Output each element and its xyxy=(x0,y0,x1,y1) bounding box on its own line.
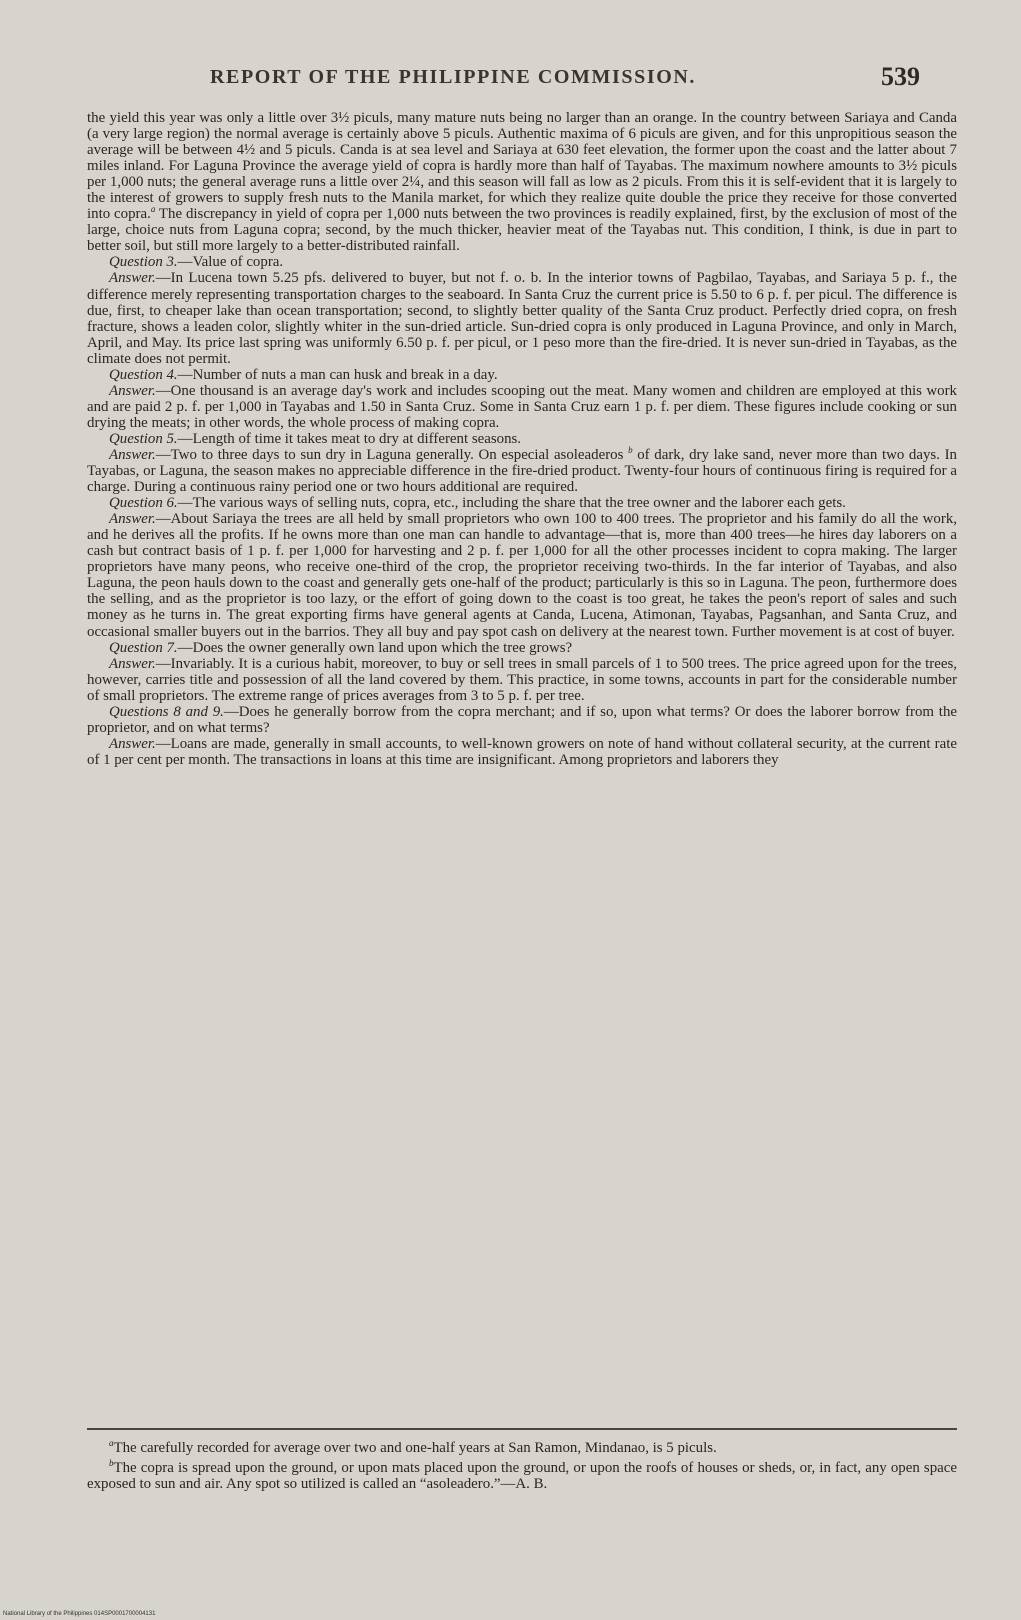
paragraph-label: Question 5. xyxy=(109,430,178,447)
answer-paragraph xyxy=(87,511,957,639)
paragraph-text: —Invariably. It is a curious habit, moreover, to buy or sell trees in small parcels of 1 to 500 trees. The price agreed upon for the trees, however, carries title and possession of all the land covered by them. This practice, in some towns, accounts in part for the considerable number of small proprietors. The extreme range of prices averages from 3 to 5 p. f. per tree. xyxy=(87,655,957,704)
paragraph-text: —Length of time it takes meat to dry at different seasons. xyxy=(177,430,522,447)
body-text xyxy=(87,110,957,768)
paragraph-label: Answer. xyxy=(109,735,156,752)
paragraph-label: Answer. xyxy=(109,511,156,528)
paragraph-text: —Does the owner generally own land upon which the tree grows? xyxy=(177,639,573,656)
question-paragraph xyxy=(87,704,957,736)
footnote xyxy=(87,1460,957,1492)
paragraph-label: Question 4. xyxy=(109,366,178,383)
paragraph-text: —Does he generally borrow from the copra merchant; and if so, upon what terms? Or does the laborer borrow from the proprietor, and on what terms? xyxy=(87,703,957,736)
paragraph-text: —One thousand is an average day's work and includes scooping out the meat. Many women and children are employed at this work and are paid 2 p. f. per 1,000 in Tayabas and 1.50 in Santa Cruz. Some in Santa Cruz earn 1 p. f. per diem. These figures include cooking or sun drying the meats; in other words, the whole process of making copra. xyxy=(87,382,957,431)
scan-stamp: National Library of the Philippines 014SP0001700004131 xyxy=(3,1611,156,1617)
paragraph-label: Answer. xyxy=(109,446,156,463)
question-paragraph xyxy=(87,640,957,656)
page-number: 539 xyxy=(881,62,920,91)
answer-paragraph xyxy=(87,447,957,495)
paragraph-label: Question 7. xyxy=(109,639,178,656)
paragraph-label: Answer. xyxy=(109,655,156,672)
paragraph-text: —Two to three days to sun dry in Laguna generally. On especial asoleaderos xyxy=(155,446,629,463)
footnote-mark: a xyxy=(109,1438,114,1449)
running-title: REPORT OF THE PHILIPPINE COMMISSION. xyxy=(210,66,697,88)
footnote-ref: a xyxy=(150,204,156,215)
question-paragraph xyxy=(87,495,957,511)
answer-paragraph xyxy=(87,736,957,768)
footnote-ref: b xyxy=(628,445,633,456)
paragraph-text: —In Lucena town 5.25 pfs. delivered to buyer, but not f. o. b. In the interior towns of Pagbilao, Tayabas, and Sariaya 5 p. f., the difference merely representing transportation charges to the seaboard. In Santa Cruz the current price is 5.50 to 6 p. f. per picul. The difference is due, first, to cheaper lake than ocean transportation; second, to slightly better quality of the Santa Cruz product. Perfectly dried copra, on fresh fracture, shows a leaden color, slightly whiter in the sun-dried article. Sun-dried copra is only produced in Laguna Province, and only in March, April, and May. Its price last spring was uniformly 6.50 p. f. per picul, or 1 peso more than the fire-dried. It is never sun-dried in Tayabas, as the climate does not permit. xyxy=(87,270,957,367)
paragraph-label: Question 3. xyxy=(109,254,178,271)
question-paragraph xyxy=(87,431,957,447)
paragraph-text: —Value of copra. xyxy=(177,254,284,271)
running-header xyxy=(200,62,920,96)
footnote xyxy=(87,1440,957,1456)
paragraph-label: Questions 8 and 9. xyxy=(109,703,224,720)
answer-paragraph xyxy=(87,656,957,704)
footnote-text: The copra is spread upon the ground, or upon mats placed upon the ground, or upon the roofs of houses or sheds, or, in fact, any open space exposed to sun and air. Any spot so utilized is called an “asoleadero.”—A. B. xyxy=(87,1460,957,1493)
paragraph xyxy=(87,110,957,254)
paragraph-label: Answer. xyxy=(109,270,156,287)
paragraph-label: Answer. xyxy=(109,382,156,399)
footnote-rule xyxy=(87,1428,957,1430)
footnote-text: The carefully recorded for average over two and one-half years at San Ramon, Mindanao, is 5 piculs. xyxy=(113,1440,717,1456)
question-paragraph xyxy=(87,367,957,383)
paragraph-text: —About Sariaya the trees are all held by small proprietors who own 100 to 400 trees. The proprietor and his family do all the work, and he derives all the profits. If he owns more than one man can handle to advantage—that is, more than 400 trees—he hires day laborers on a cash but contract basis of 1 p. f. per 1,000 for harvesting and 2 p. f. per 1,000 for all the other processes incident to copra making. The larger proprietors have many peons, who receive one-third of the crop, the proprietor receiving two-thirds. In the far interior of Tayabas, and also Laguna, the peon hauls down to the coast and generally gets one-half of the product; particularly is this so in Laguna. The peon, furthermore does the selling, and as the proprietor is too lazy, or the effort of going down to the coast is too great, he takes the peon's report of sales and such money as he turns in. The great exporting firms have general agents at Canda, Lucena, Atimonan, Tayabas, Pagsanhan, and Santa Cruz, and occasional smaller buyers out in the barrios. They all buy and pay spot cash on delivery at the nearest town. Further movement is at cost of buyer. xyxy=(87,511,957,640)
paragraph-text: —The various ways of selling nuts, copra, etc., including the share that the tree owner and the laborer each gets. xyxy=(177,495,846,512)
paragraph-text: —Number of nuts a man can husk and break in a day. xyxy=(177,366,498,383)
paragraph-text: the yield this year was only a little over 3½ piculs, many mature nuts being no larger than an orange. In the country between Sariaya and Canda (a very large region) the normal average is certainly above 5 piculs. Authentic maxima of 6 piculs are given, and for this unpropitious season the average will be between 4½ and 5 piculs. Canda is at sea level and Sariaya at 630 feet elevation, the former upon the coast and the latter about 7 miles inland. For Laguna Province the average yield of copra is hardly more than half of Tayabas. The maximum nowhere amounts to 3½ piculs per 1,000 nuts; the general average runs a little over 2¼, and this season will fall as low as 2 piculs. From this it is self-evident that it is largely to the interest of growers to supply fresh nuts to the Manila market, for which they realize quite double the price they receive for those converted into copra. xyxy=(87,110,957,223)
footnote-mark: b xyxy=(109,1458,114,1469)
footnotes xyxy=(87,1440,957,1497)
question-paragraph xyxy=(87,254,957,270)
answer-paragraph xyxy=(87,270,957,366)
paragraph-text: of dark, dry lake sand, never more than two days. In Tayabas, or Laguna, the season makes no appreciable difference in the fire-dried product. Twenty-four hours of continuous firing is required for a charge. During a continuous rainy period one or two hours additional are required. xyxy=(87,446,957,496)
paragraph-label: Question 6. xyxy=(109,495,178,512)
paragraph-text: —Loans are made, generally in small accounts, to well-known growers on note of hand without collateral security, at the current rate of 1 per cent per month. The transactions in loans at this time are insignificant. Among proprietors and laborers they xyxy=(87,735,957,768)
paragraph-text: The discrepancy in yield of copra per 1,000 nuts between the two provinces is readily explained, first, by the exclusion of most of the large, choice nuts from Laguna copra; second, by the much thicker, heavier meat of the Tayabas nut. This condition, I think, is due in part to better soil, but still more largely to a better-distributed rainfall. xyxy=(87,206,957,255)
answer-paragraph xyxy=(87,383,957,431)
